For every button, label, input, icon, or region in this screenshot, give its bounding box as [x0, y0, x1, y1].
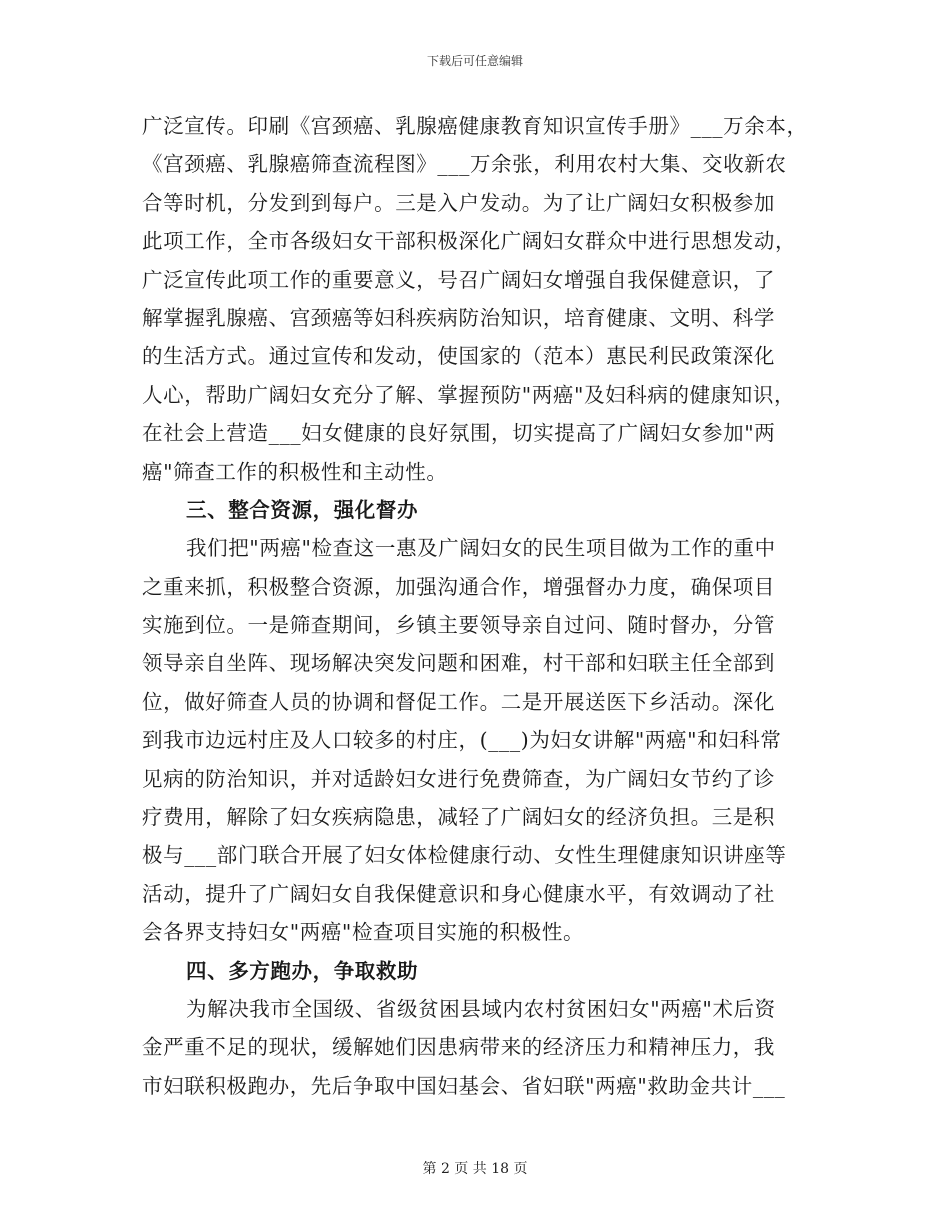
body-text-line: 见病的防治知识，并对适龄妇女进行免费筛查，为广阔妇女节约了诊 [142, 766, 775, 791]
body-text-line: 人心，帮助广阔妇女充分了解、掌握预防"两癌"及妇科病的健康知识， [142, 382, 796, 407]
body-text-line: 的生活方式。通过宣传和发动，使国家的（范本）惠民利民政策深化 [142, 344, 775, 369]
body-text-line: 领导亲自坐阵、现场解决突发问题和困难，村干部和妇联主任全部到 [142, 651, 775, 676]
page-header: 下载后可任意编辑 [426, 54, 523, 68]
body-text-line: 我们把"两癌"检查这一惠及广阔妇女的民生项目做为工作的重中 [186, 536, 776, 561]
body-text-line: 在社会上营造___妇女健康的良好氛围，切实提高了广阔妇女参加"两 [142, 421, 776, 446]
body-text-line: 广泛宣传此项工作的重要意义，号召广阔妇女增强自我保健意识，了 [142, 267, 775, 292]
document-body [142, 107, 810, 1105]
body-text-line: 广泛宣传。印刷《宫颈癌、乳腺癌健康教育知识宣传手册》___万余本， [142, 114, 808, 138]
body-text-line: 癌"筛查工作的积极性和主动性。 [142, 459, 448, 484]
body-text-line: 会各界支持妇女"两癌"检查项目实施的积极性。 [142, 920, 585, 945]
section-heading: 三、整合资源，强化督办 [186, 497, 419, 522]
body-text-line: 市妇联积极跑办，先后争取中国妇基会、省妇联"两癌"救助金共计___ [142, 1073, 786, 1098]
body-text-line: 活动，提升了广阔妇女自我保健意识和身心健康水平，有效调动了社 [142, 881, 775, 906]
body-text-line: 金严重不足的现状，缓解她们因患病带来的经济压力和精神压力，我 [142, 1035, 775, 1060]
body-text-line: 实施到位。一是筛查期间，乡镇主要领导亲自过问、随时督办，分管 [142, 613, 775, 638]
body-text-line: 到我市边远村庄及人口较多的村庄，(___)为妇女讲解"两癌"和妇科常 [142, 728, 782, 753]
body-text-line: 位，做好筛查人员的协调和督促工作。二是开展送医下乡活动。深化 [142, 689, 775, 714]
section-heading: 四、多方跑办，争取救助 [186, 958, 419, 983]
body-text-line: 极与___部门联合开展了妇女体检健康行动、女性生理健康知识讲座等 [142, 843, 787, 868]
body-text-line: 为解决我市全国级、省级贫困县域内农村贫困妇女"两癌"术后资 [186, 996, 776, 1021]
body-text-line: 解掌握乳腺癌、宫颈癌等妇科疾病防治知识，培育健康、文明、科学 [142, 305, 775, 330]
body-text-line: 《宫颈癌、乳腺癌筛查流程图》___万余张，利用农村大集、交收新农 [142, 152, 787, 177]
page-footer: 第 2 页 共 18 页 [422, 1161, 528, 1177]
body-text-line: 之重来抓，积极整合资源，加强沟通合作，增强督办力度，确保项目 [142, 574, 775, 599]
body-text-line: 合等时机，分发到到每户。三是入户发动。为了让广阔妇女积极参加 [142, 190, 775, 215]
body-text-line: 此项工作，全市各级妇女干部积极深化广阔妇女群众中进行思想发动， [142, 229, 797, 254]
body-text-line: 疗费用，解除了妇女疾病隐患，减轻了广阔妇女的经济负担。三是积 [142, 805, 775, 830]
